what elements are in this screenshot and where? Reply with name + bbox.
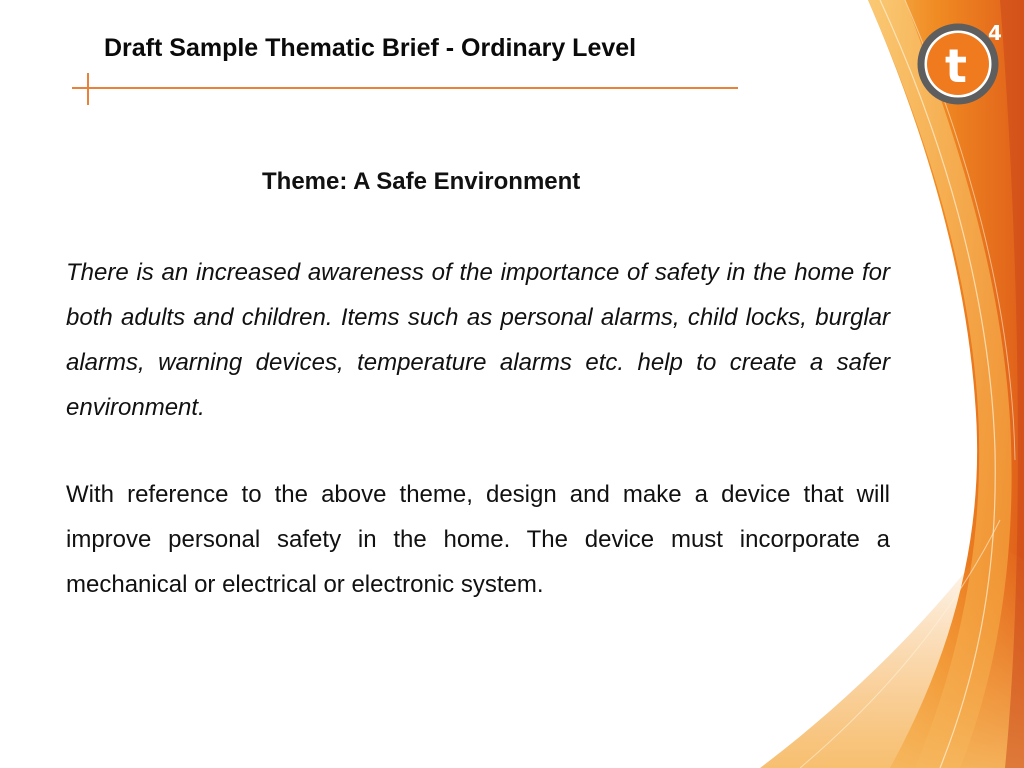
design-brief-paragraph: With reference to the above theme, design and make a device that will improve personal safety in the home. The device must incorporate a mechanical or electrical or electronic system. — [66, 481, 890, 598]
svg-text:t: t — [945, 39, 967, 93]
title-tick-mark — [87, 73, 89, 105]
t4-logo — [912, 12, 1008, 108]
theme-heading: Theme: A Safe Environment — [262, 168, 581, 195]
theme-description-paragraph: There is an increased awareness of the importance of safety in the home for both adults and children. Items such as personal alarms, child locks, burglar alarms, warning devices, temperature alarms etc. help to create a safer environment. — [66, 259, 890, 421]
slide-title: Draft Sample Thematic Brief - Ordinary Level — [104, 34, 637, 62]
title-underline — [72, 87, 738, 89]
svg-text:4: 4 — [988, 21, 1002, 45]
